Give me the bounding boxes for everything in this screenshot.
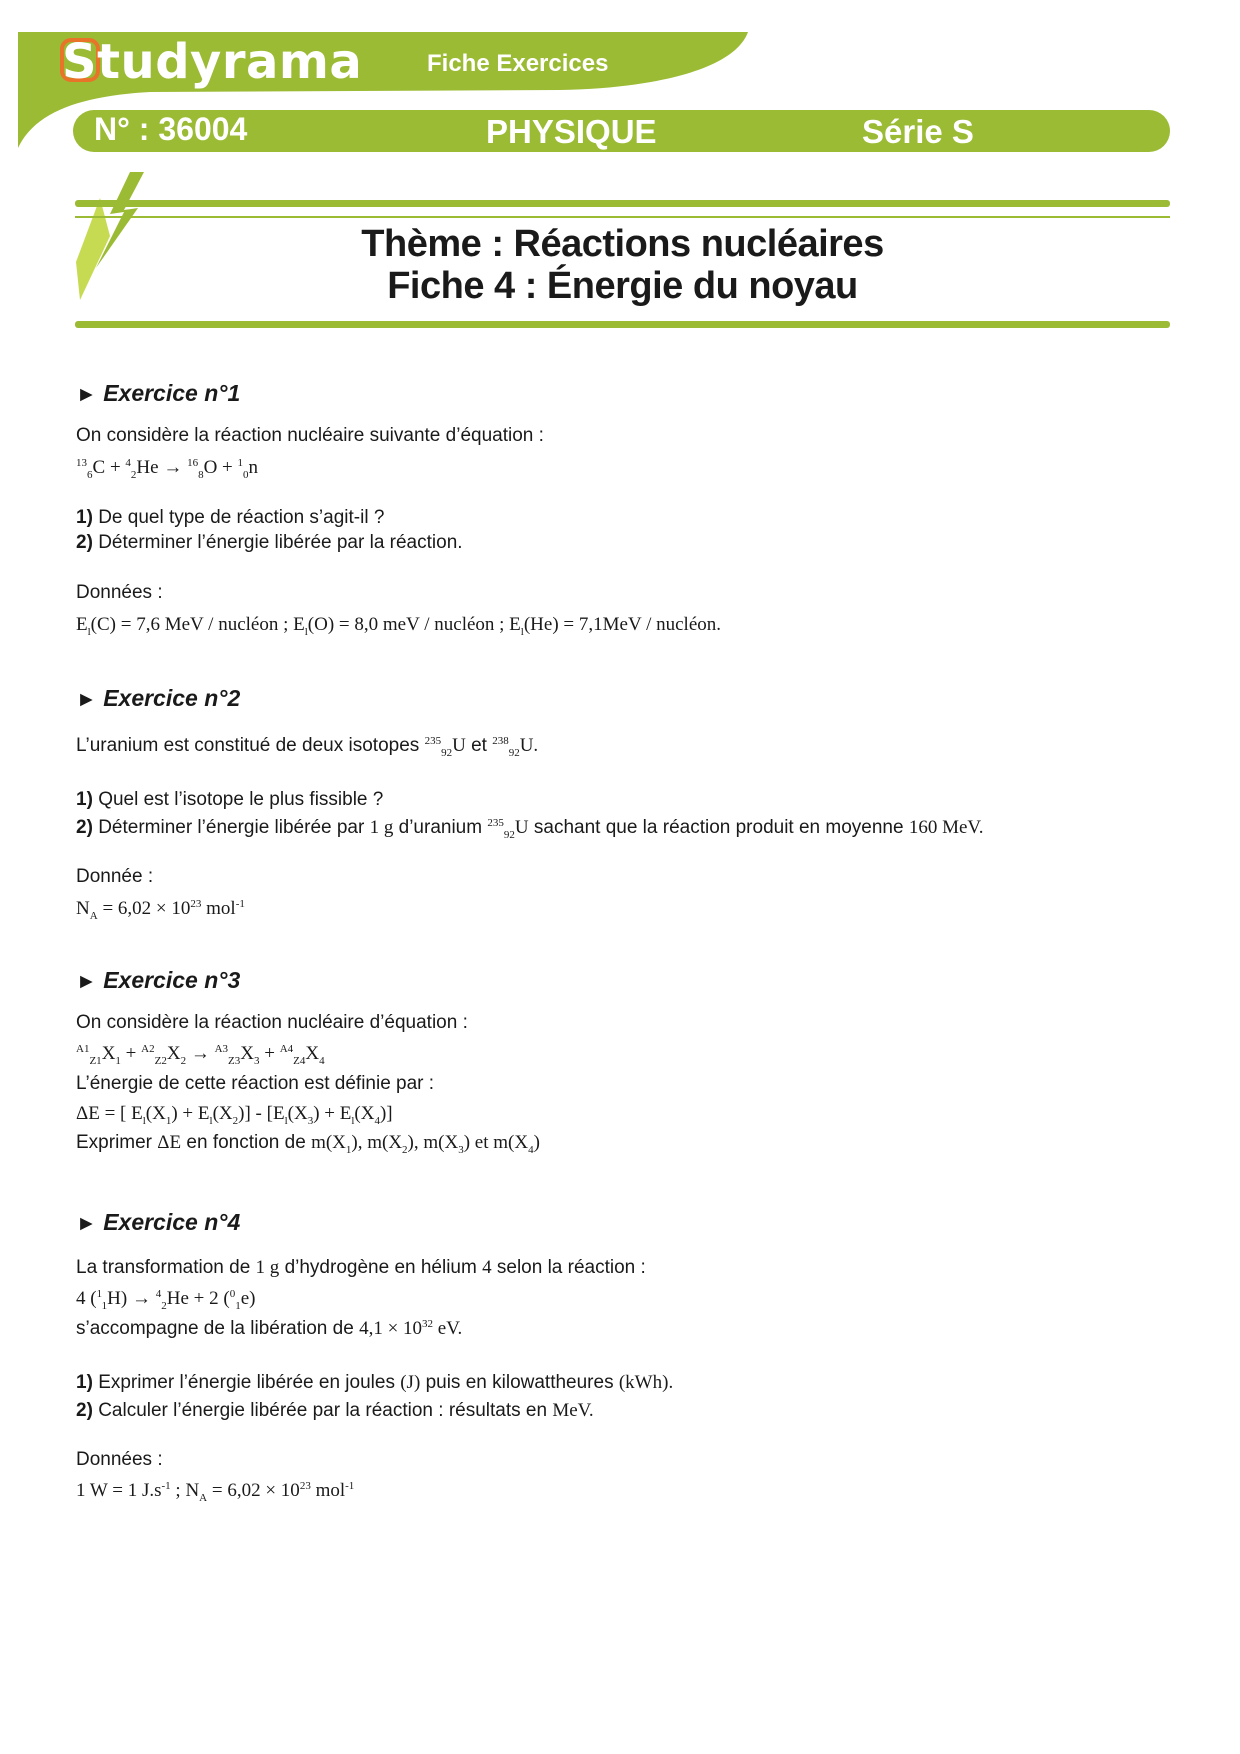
ex3-delta-e: ΔE = [ $E_l(X_1) + E_l(X_2)] - [E_l(X_3) + E_l(X_4)]$ (76, 1103, 393, 1127)
bullet-arrow-icon: ► (76, 970, 97, 993)
series-label: Série S (862, 113, 974, 150)
ex4-liberation: s’accompagne de la libération de $4,1 \times 10^{32}$ eV. (76, 1318, 463, 1339)
ex2-intro: L’uranium est constitué de deux isotopes $^{235}_{92}$U et $^{238}_{92}$U. (76, 735, 539, 759)
title-rule-thin (75, 216, 1170, 218)
exercise-3-heading: ► Exercice n°3 (76, 967, 241, 993)
studyrama-logo: Studyrama (62, 34, 363, 90)
exercise-2-heading: ► Exercice n°2 (76, 685, 241, 711)
ex1-intro: On considère la réaction nucléaire suivante d’équation : (76, 425, 544, 446)
title-rule-bottom (75, 321, 1170, 328)
ex3-equation: $^{A1}_{Z1}X_1 + ^{A2}_{Z2}X_2 \to ^{A3}_{Z3}X_3 + ^{A4}_{Z4}X_4$ (76, 1043, 325, 1067)
fiche-number: N° : 36004 (94, 111, 248, 147)
ex3-definition: L’énergie de cette réaction est définie par : (76, 1073, 435, 1094)
ex1-question-1: 1) De quel type de réaction s’agit-il ? (76, 507, 385, 528)
ex3-intro: On considère la réaction nucléaire d’équation : (76, 1012, 468, 1033)
ex4-equation: 4 ($^1_1$H) → $^4_2$He + 2 ($^0_1$e) (76, 1288, 256, 1312)
ex2-data: $N_A = 6,02 \times 10^{23}$ mol$^{-1}$ (76, 898, 245, 922)
ex3-question: Exprimer ΔE en fonction de $m(X_1)$, $m(X_2)$, $m(X_3)$ et $m(X_4)$ (76, 1132, 540, 1156)
ex4-data: 1 W = 1 $J.s^{-1}$ ; $N_A = 6,02 \times 10^{23}$ mol$^{-1}$ (76, 1480, 355, 1504)
ex4-intro: La transformation de 1 g d’hydrogène en hélium 4 selon la réaction : (76, 1257, 646, 1278)
title-rule-top (75, 200, 1170, 207)
ex1-data-label: Données : (76, 582, 163, 603)
bullet-arrow-icon: ► (76, 383, 97, 406)
fiche-type-label: Fiche Exercices (427, 50, 609, 77)
ex2-question-1: 1) Quel est l’isotope le plus fissible ? (76, 789, 384, 810)
exercise-4-heading: ► Exercice n°4 (76, 1209, 241, 1235)
ex2-data-label: Donnée : (76, 866, 154, 887)
ex1-equation: $^{13}_6$C + $^4_2$He → $^{16}_8$O + $^1_0$n (76, 457, 259, 481)
page-title-fiche: Fiche 4 : Énergie du noyau (387, 265, 858, 307)
ex2-question-2: 2) Déterminer l’énergie libérée par 1 g d’uranium $^{235}_{92}$U sachant que la réaction produit en moyenne 160 MeV. (76, 817, 984, 841)
bullet-arrow-icon: ► (76, 688, 97, 711)
ex1-question-2: 2) Déterminer l’énergie libérée par la réaction. (76, 532, 463, 553)
page-title-theme: Thème : Réactions nucléaires (361, 223, 884, 265)
bullet-arrow-icon: ► (76, 1212, 97, 1235)
exercise-1-heading: ► Exercice n°1 (76, 380, 241, 406)
ex4-question-2: 2) Calculer l’énergie libérée par la réaction : résultats en MeV. (76, 1400, 594, 1421)
ex1-data: $E_l(C) = 7,6$ MeV / nucléon ; $E_l(O) = 8,0$ meV / nucléon ; $E_l(He) = 7,1MeV$ / nucléon. (76, 614, 722, 638)
ex4-question-1: 1) Exprimer l’énergie libérée en joules (J) puis en kilowattheures (kWh). (76, 1372, 674, 1393)
subject-label: PHYSIQUE (486, 113, 657, 150)
ex4-data-label: Données : (76, 1449, 163, 1470)
